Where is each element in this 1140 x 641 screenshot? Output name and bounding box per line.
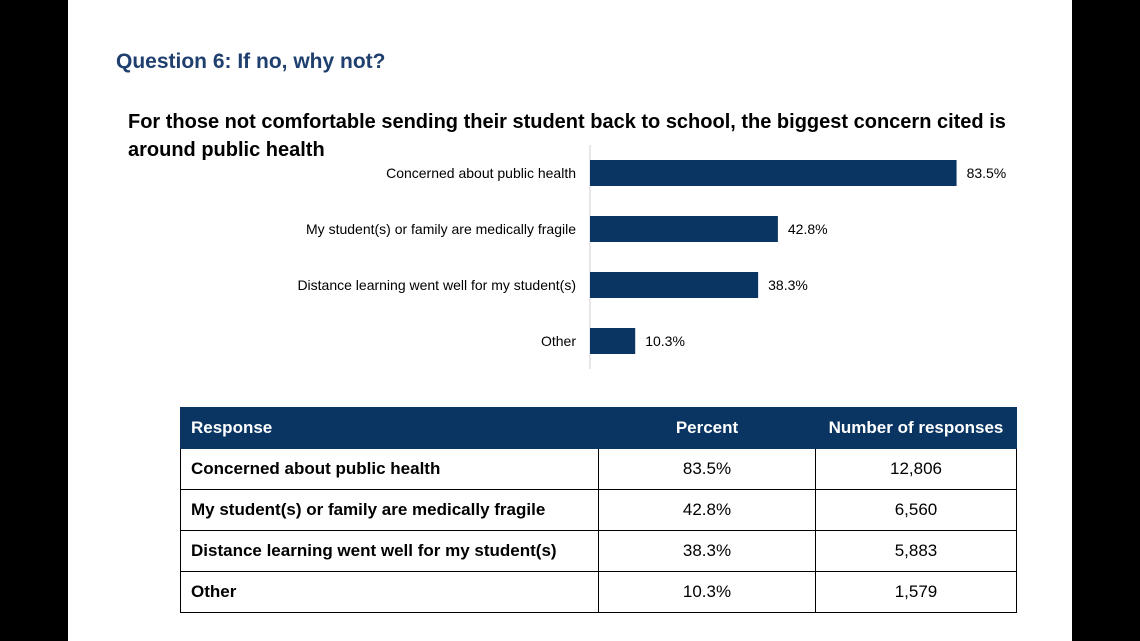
cell-response: Other <box>181 572 599 613</box>
header-response: Response <box>181 408 599 449</box>
headline: For those not comfortable sending their student back to school, the biggest concern cited is around public health <box>128 111 1006 161</box>
cell-percent: 83.5% <box>599 449 816 490</box>
bar-1 <box>590 216 778 242</box>
table-header-row <box>181 408 1017 449</box>
table-row <box>181 449 1017 490</box>
cell-number: 5,883 <box>816 531 1017 572</box>
category-label: My student(s) or family are medically fragile <box>306 221 576 237</box>
cell-number: 6,560 <box>816 490 1017 531</box>
bar-3 <box>590 328 635 354</box>
cell-percent: 10.3% <box>599 572 816 613</box>
bar-2 <box>590 272 758 298</box>
bar-0 <box>590 160 957 186</box>
data-label: 42.8% <box>787 221 828 237</box>
responses-table <box>180 407 1017 613</box>
data-label: 10.3% <box>645 333 685 349</box>
cell-response: My student(s) or family are medically fragile <box>181 490 599 531</box>
cell-percent: 38.3% <box>599 531 816 572</box>
cell-response: Concerned about public health <box>181 449 599 490</box>
cell-response: Distance learning went well for my student(s) <box>181 531 599 572</box>
header-number: Number of responses <box>816 408 1017 449</box>
category-label: Distance learning went well for my student(s) <box>297 277 576 293</box>
table-row <box>181 490 1017 531</box>
bar-chart <box>68 0 1072 400</box>
table-row <box>181 531 1017 572</box>
cell-percent: 42.8% <box>599 490 816 531</box>
cell-number: 12,806 <box>816 449 1017 490</box>
question-title: Question 6: If no, why not? <box>116 50 386 73</box>
data-label: 38.3% <box>768 277 808 293</box>
category-label: Concerned about public health <box>386 165 576 181</box>
data-label: 83.5% <box>966 165 1007 181</box>
table-row <box>181 572 1017 613</box>
cell-number: 1,579 <box>816 572 1017 613</box>
slide <box>68 0 1072 641</box>
category-label: Other <box>540 333 576 349</box>
header-percent: Percent <box>599 408 816 449</box>
